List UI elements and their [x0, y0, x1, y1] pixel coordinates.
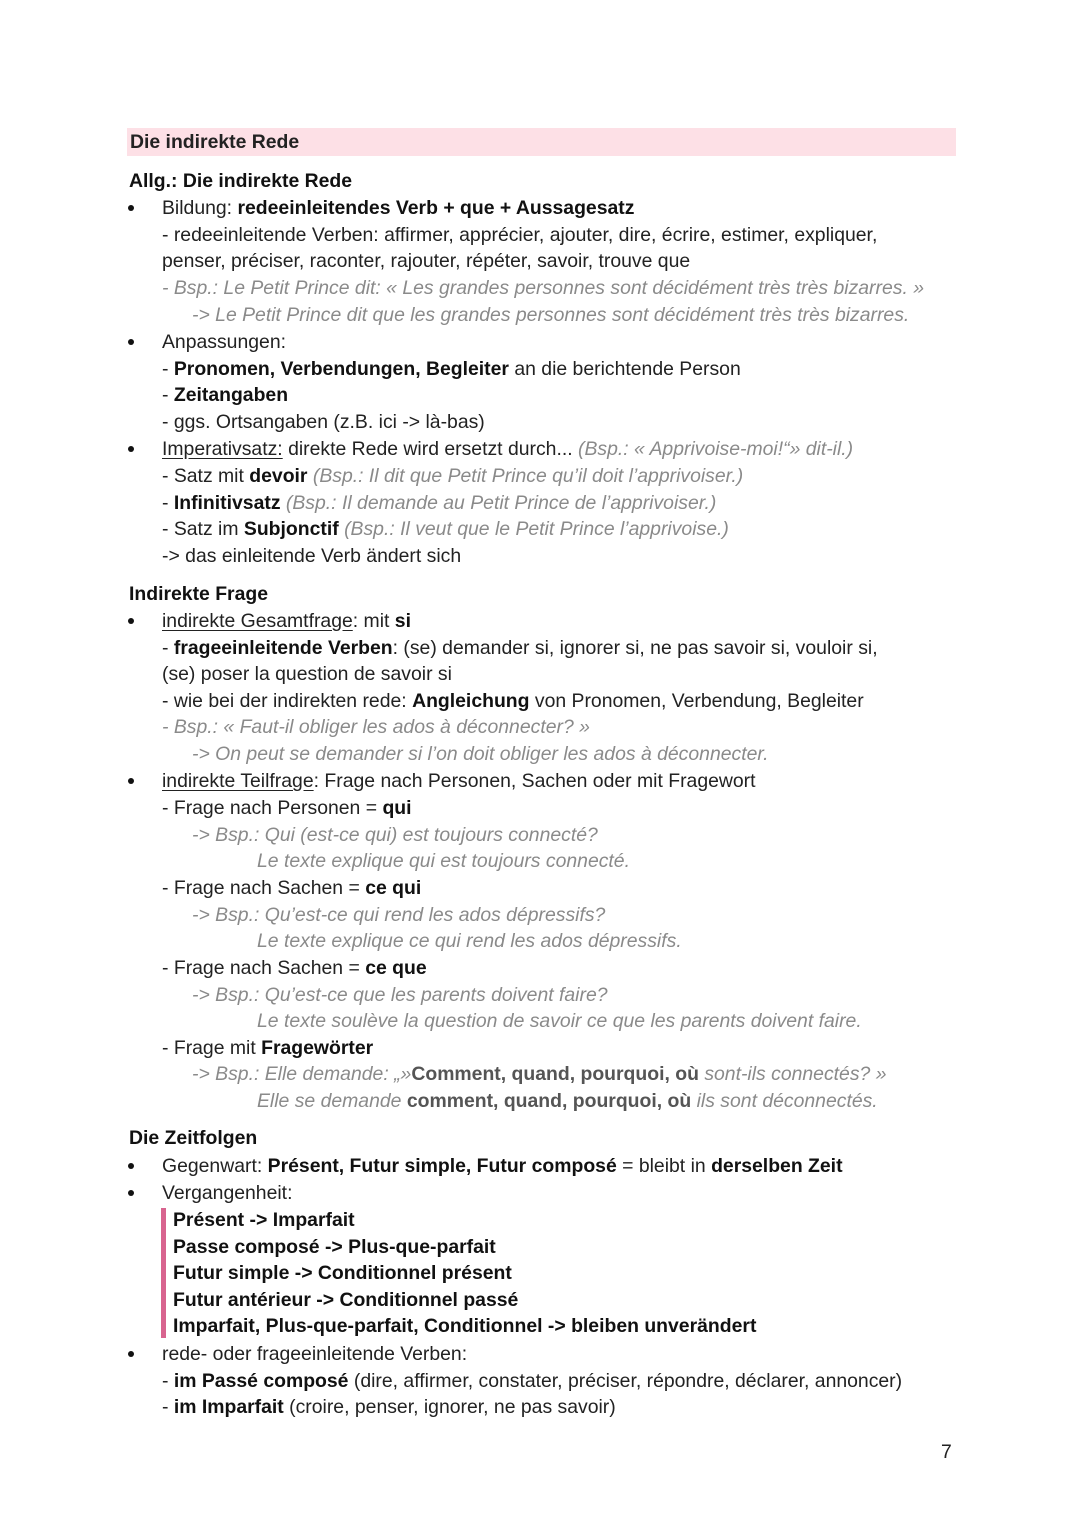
text: : mit [352, 610, 395, 632]
example-line: -> Bsp.: Qui (est-ce qui) est toujours connecté? [192, 824, 598, 846]
bullet [128, 446, 134, 452]
tense-row: Futur simple -> Conditionnel présent [173, 1262, 512, 1284]
section-heading-allg: Allg.: Die indirekte Rede [129, 170, 353, 192]
teilfrage-item [162, 1035, 373, 1061]
imperativ-label: Imperativsatz: [162, 438, 283, 460]
verbs-line: penser, préciser, raconter, rajouter, répéter, savoir, trouve que [162, 250, 691, 272]
bullet [128, 1351, 134, 1357]
bold-term: si [394, 610, 411, 632]
tense-row: Futur antérieur -> Conditionnel passé [173, 1289, 519, 1311]
bold-term: Zeitangaben [173, 384, 289, 406]
example-text: (Bsp.: Il demande au Petit Prince de l’apprivoiser.) [280, 492, 717, 514]
bullet [128, 618, 134, 624]
dash: - [162, 637, 174, 659]
text: sont-ils connectés? » [698, 1063, 887, 1085]
bold-term: Subjonctif [243, 518, 339, 540]
bold-term: frageeinleitende Verben [173, 637, 393, 659]
page-title: Die indirekte Rede [130, 131, 300, 153]
bold-term: im Passé composé [173, 1370, 349, 1392]
bold-term: ce que [365, 957, 427, 979]
example-result: -> Le Petit Prince dit que les grandes personnes sont décidément très très bizarres. [192, 304, 910, 326]
example-line: -> Bsp.: Qu’est-ce qui rend les ados dépressifs? [192, 904, 606, 926]
text: (croire, penser, ignorer, ne pas savoir) [283, 1396, 616, 1418]
example-text: (Bsp.: « Apprivoise-moi!“» dit-il.) [578, 438, 854, 460]
bullet [128, 778, 134, 784]
dash: - [162, 384, 174, 406]
frage-verbs-line [162, 635, 878, 661]
gesamtfrage-label: indirekte Gesamtfrage [162, 610, 353, 632]
gesamtfrage-line [162, 608, 411, 634]
dash: - [162, 358, 174, 380]
bold-term: im Imparfait [173, 1396, 284, 1418]
teilfrage-item [162, 875, 421, 901]
bold-term: derselben Zeit [711, 1155, 843, 1177]
example-line: - Bsp.: Le Petit Prince dit: « Les grandes personnes sont décidément très très bizarres. » [162, 277, 925, 299]
section-heading-frage: Indirekte Frage [129, 583, 269, 605]
anpassung-item [162, 382, 288, 408]
bullet [128, 339, 134, 345]
dash: - [162, 1370, 174, 1392]
anpassungen-label: Anpassungen: [162, 331, 286, 353]
example-text: (Bsp.: Il veut que le Petit Prince l’apprivoise.) [338, 518, 729, 540]
tense-row: Imparfait, Plus-que-parfait, Conditionnel -> bleiben unverändert [173, 1315, 757, 1337]
dash: - [162, 492, 174, 514]
vergangenheit-label: Vergangenheit: [162, 1182, 293, 1204]
example-text: (Bsp.: Il dit que Petit Prince qu’il doit l’apprivoiser.) [307, 465, 744, 487]
text: an die berichtende Person [508, 358, 741, 380]
text: - Frage nach Sachen = [162, 877, 366, 899]
example-result: Le texte soulève la question de savoir ce que les parents doivent faire. [257, 1010, 862, 1032]
bold-term: Angleichung [412, 690, 530, 712]
teilfrage-label: indirekte Teilfrage [162, 770, 314, 792]
example-result: Le texte explique ce qui rend les ados dépressifs. [257, 930, 682, 952]
dash: - [162, 1396, 174, 1418]
bold-term: devoir [249, 465, 308, 487]
example-result: Le texte explique qui est toujours connecté. [257, 850, 630, 872]
gegenwart-line [162, 1153, 843, 1179]
text: - Satz im [162, 518, 244, 540]
anpassung-item [162, 356, 741, 382]
frage-verbs-line: (se) poser la question de savoir si [162, 663, 452, 685]
text: - Frage nach Personen = [162, 797, 383, 819]
verbs-item [162, 1394, 616, 1420]
bold-term: Comment, quand, pourquoi, où [411, 1063, 699, 1085]
imperativ-item [162, 490, 716, 516]
imperativ-item [162, 463, 743, 489]
example-result [257, 1088, 878, 1114]
bullet [128, 1190, 134, 1196]
example-result: -> On peut se demander si l’on doit obliger les ados à déconnecter. [192, 743, 769, 765]
text: direkte Rede wird ersetzt durch... [282, 438, 578, 460]
bildung-formula: redeeinleitendes Verb + que + Aussagesatz [237, 197, 635, 219]
example-line: - Bsp.: « Faut-il obliger les ados à déconnecter? » [162, 716, 590, 738]
text: ils sont déconnectés. [691, 1090, 878, 1112]
angleichung-line [162, 688, 864, 714]
bold-term: Infinitivsatz [173, 492, 281, 514]
teilfrage-line [162, 768, 756, 794]
title-bar [127, 128, 956, 156]
teilfrage-item [162, 955, 427, 981]
page-number: 7 [941, 1441, 952, 1463]
text: Gegenwart: [162, 1155, 268, 1177]
bold-term: Présent, Futur simple, Futur composé [267, 1155, 617, 1177]
bullet [128, 1163, 134, 1169]
verbs-label: rede- oder frageeinleitende Verben: [162, 1343, 468, 1365]
imperativ-item [162, 516, 729, 542]
imperativ-line [162, 436, 853, 462]
imperativ-note: -> das einleitende Verb ändert sich [162, 545, 462, 567]
bildung-line [162, 195, 634, 221]
bullet [128, 205, 134, 211]
tense-row: Présent -> Imparfait [173, 1209, 355, 1231]
bold-term: comment, quand, pourquoi, où [406, 1090, 692, 1112]
anpassung-item: - ggs. Ortsangaben (z.B. ici -> là-bas) [162, 411, 485, 433]
text: - wie bei der indirekten rede: [162, 690, 413, 712]
text: : (se) demander si, ignorer si, ne pas savoir si, vouloir si, [392, 637, 878, 659]
text: : Frage nach Personen, Sachen oder mit Fragewort [313, 770, 756, 792]
example-line [192, 1061, 886, 1087]
tense-bracket [161, 1208, 166, 1338]
text: Elle se demande [257, 1090, 407, 1112]
verbs-line: - redeeinleitende Verben: affirmer, apprécier, ajouter, dire, écrire, estimer, expliquer, [162, 224, 878, 246]
bold-term: qui [382, 797, 412, 819]
bildung-label: Bildung: [162, 197, 238, 219]
section-heading-zeitfolgen: Die Zeitfolgen [129, 1127, 258, 1149]
text: = bleibt in [616, 1155, 712, 1177]
text: -> Bsp.: Elle demande: „» [192, 1063, 412, 1085]
text: - Satz mit [162, 465, 250, 487]
bold-term: Pronomen, Verbendungen, Begleiter [173, 358, 509, 380]
text: von Pronomen, Verbendung, Begleiter [529, 690, 864, 712]
bold-term: ce qui [365, 877, 422, 899]
bold-term: Fragewörter [261, 1037, 374, 1059]
text: (dire, affirmer, constater, préciser, répondre, déclarer, annoncer) [348, 1370, 903, 1392]
teilfrage-item [162, 795, 412, 821]
text: - Frage mit [162, 1037, 262, 1059]
verbs-item [162, 1368, 902, 1394]
tense-row: Passe composé -> Plus-que-parfait [173, 1236, 496, 1258]
text: - Frage nach Sachen = [162, 957, 366, 979]
example-line: -> Bsp.: Qu’est-ce que les parents doivent faire? [192, 984, 608, 1006]
